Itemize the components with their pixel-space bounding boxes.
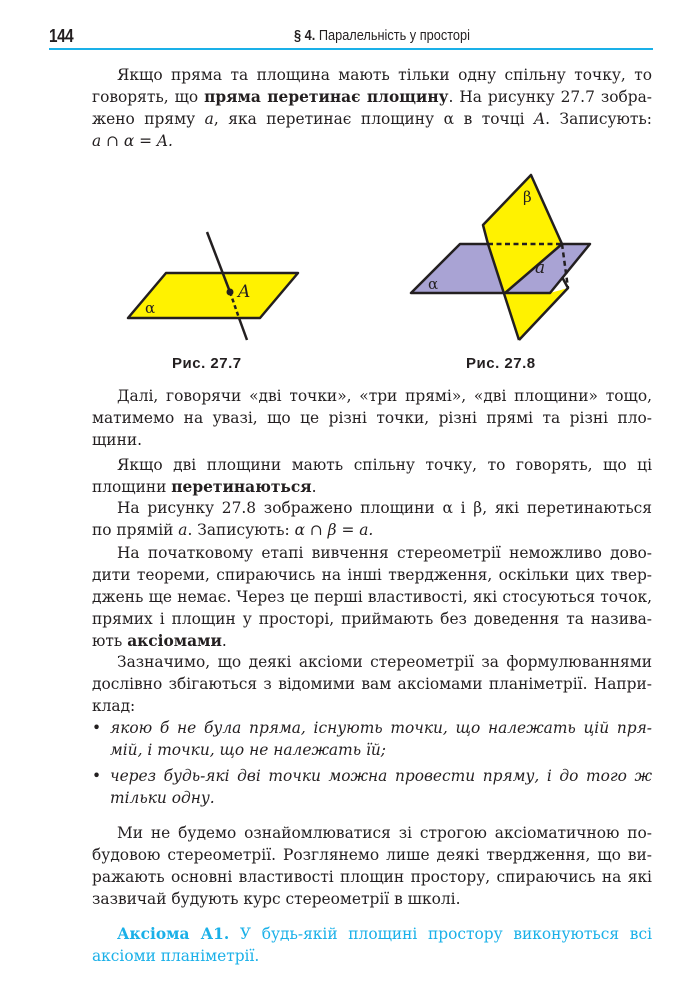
plane-beta-lower (505, 288, 568, 340)
text-span: жено пряму (92, 110, 196, 128)
text-span: в точці (463, 110, 525, 128)
math-a: a (204, 110, 214, 128)
paragraph-axioms-intro (92, 542, 652, 652)
text-span: . Записують: (545, 110, 652, 128)
text-span: . На рисунку 27.7 зобра- (448, 88, 652, 106)
text-line (92, 497, 652, 519)
text-span: . (311, 478, 317, 496)
text-span: На рисунку 27.8 зображено площини (117, 499, 435, 517)
text-line: На початковому етапі вивчення стереометрії неможливо дово- (117, 544, 652, 562)
formula: α ∩ β = a. (294, 521, 374, 539)
text-line: мій, і точки, що не належать їй; (110, 741, 386, 759)
plane-alpha-label-278: α (428, 275, 439, 293)
text-line: будовою стереометрії. Розглянемо лише деякі твердження, що ви- (92, 846, 652, 864)
text-line: через будь-які дві точки можна провести пряму, і до того ж (110, 767, 652, 785)
text-span: , які перетинаються (482, 499, 652, 517)
math-alpha: α (443, 110, 455, 128)
caption-fig-27-7: Рис. 27.7 (172, 355, 242, 372)
line-a-label: a (535, 258, 546, 278)
text-line: зазвичай будують курс стереометрії в школі. (92, 890, 461, 908)
plane-beta-label: β (523, 188, 532, 206)
paragraph-planimetry-axioms (92, 651, 652, 717)
text-line: Якщо дві площини мають спільну точку, то говорять, що ці (117, 456, 652, 474)
text-line: Ми не будемо ознайомлюватися зі строгою аксіоматичною по- (117, 824, 652, 842)
text-span: ють (92, 632, 123, 650)
text-line (92, 630, 652, 652)
text-span: говорять, що (92, 88, 199, 106)
text-line: прямих і площин у просторі, приймають без доведення та назива- (92, 610, 652, 628)
text-line (92, 476, 652, 498)
section-label: § 4. (294, 28, 316, 44)
plane-alpha-label: α (145, 299, 156, 317)
paragraph-distinct-objects (92, 385, 652, 451)
text-line (92, 519, 652, 541)
text-line: клад: (92, 697, 136, 715)
text-line: матимемо на увазі, що це різні точки, різні прямі та різні пло- (92, 409, 652, 427)
text-span: . (221, 632, 227, 650)
text-line: Якщо пряма та площина мають тільки одну спільну точку, то (117, 66, 652, 84)
text-line: джень ще немає. Через це перші властивості, які стосуються точок, (92, 588, 652, 606)
text-span: . Записують: (187, 521, 290, 539)
math-a: a (178, 521, 188, 539)
paragraph-fig-27-8-description (92, 497, 652, 541)
page-number: 144 (49, 26, 74, 46)
math-alpha: α (442, 499, 453, 517)
text-span: по прямій (92, 521, 174, 539)
bullet-icon: • (92, 767, 102, 785)
text-line: Далі, говорячи «дві точки», «три прямі», «дві площини» тощо, (117, 387, 652, 405)
math-A: A (534, 110, 546, 128)
axiom-examples-list (92, 717, 652, 809)
caption-fig-27-8: Рис. 27.8 (466, 355, 536, 372)
list-item (92, 717, 652, 761)
text-line: ражають основні властивості площин простору, спираючись на які (92, 868, 652, 886)
axiom-a1 (92, 923, 652, 967)
term-line-intersects-plane: пряма перетинає площину (204, 88, 449, 106)
paragraph-course-structure (92, 822, 652, 910)
axiom-label: Аксіома А1. (117, 925, 230, 943)
term-intersect: перетинаються (171, 478, 312, 496)
formula: a ∩ α = A. (92, 132, 173, 150)
text-span: площини (92, 478, 167, 496)
text-line: якою б не була пряма, існують точки, що належать цій пря- (110, 719, 652, 737)
text-line: тільки одну. (110, 789, 215, 807)
paragraph-planes-intersect (92, 454, 652, 498)
text-line (92, 923, 652, 945)
bullet-icon: • (92, 719, 102, 737)
text-span: У будь-якій площині простору виконуються всі (239, 925, 653, 943)
math-beta: β (473, 499, 483, 517)
list-item (92, 765, 652, 809)
figure-27-8 (0, 0, 695, 380)
text-span: , яка перетинає площину (213, 110, 435, 128)
text-line: щини. (92, 431, 142, 449)
text-line: аксіоми планіметрії. (92, 947, 260, 965)
text-span: і (460, 499, 466, 517)
text-line: дослівно збігаються з відомими вам аксіомами планіметрії. Напри- (92, 675, 652, 693)
section-title-text: Паралельність у просторі (318, 28, 470, 44)
term-axioms: аксіомами (127, 632, 222, 650)
point-A-label: A (238, 282, 251, 302)
text-line: дити теореми, спираючись на інші твердження, оскільки цих твер- (92, 566, 652, 584)
text-line: Зазначимо, що деякі аксіоми стереометрії за формулюваннями (117, 653, 652, 671)
